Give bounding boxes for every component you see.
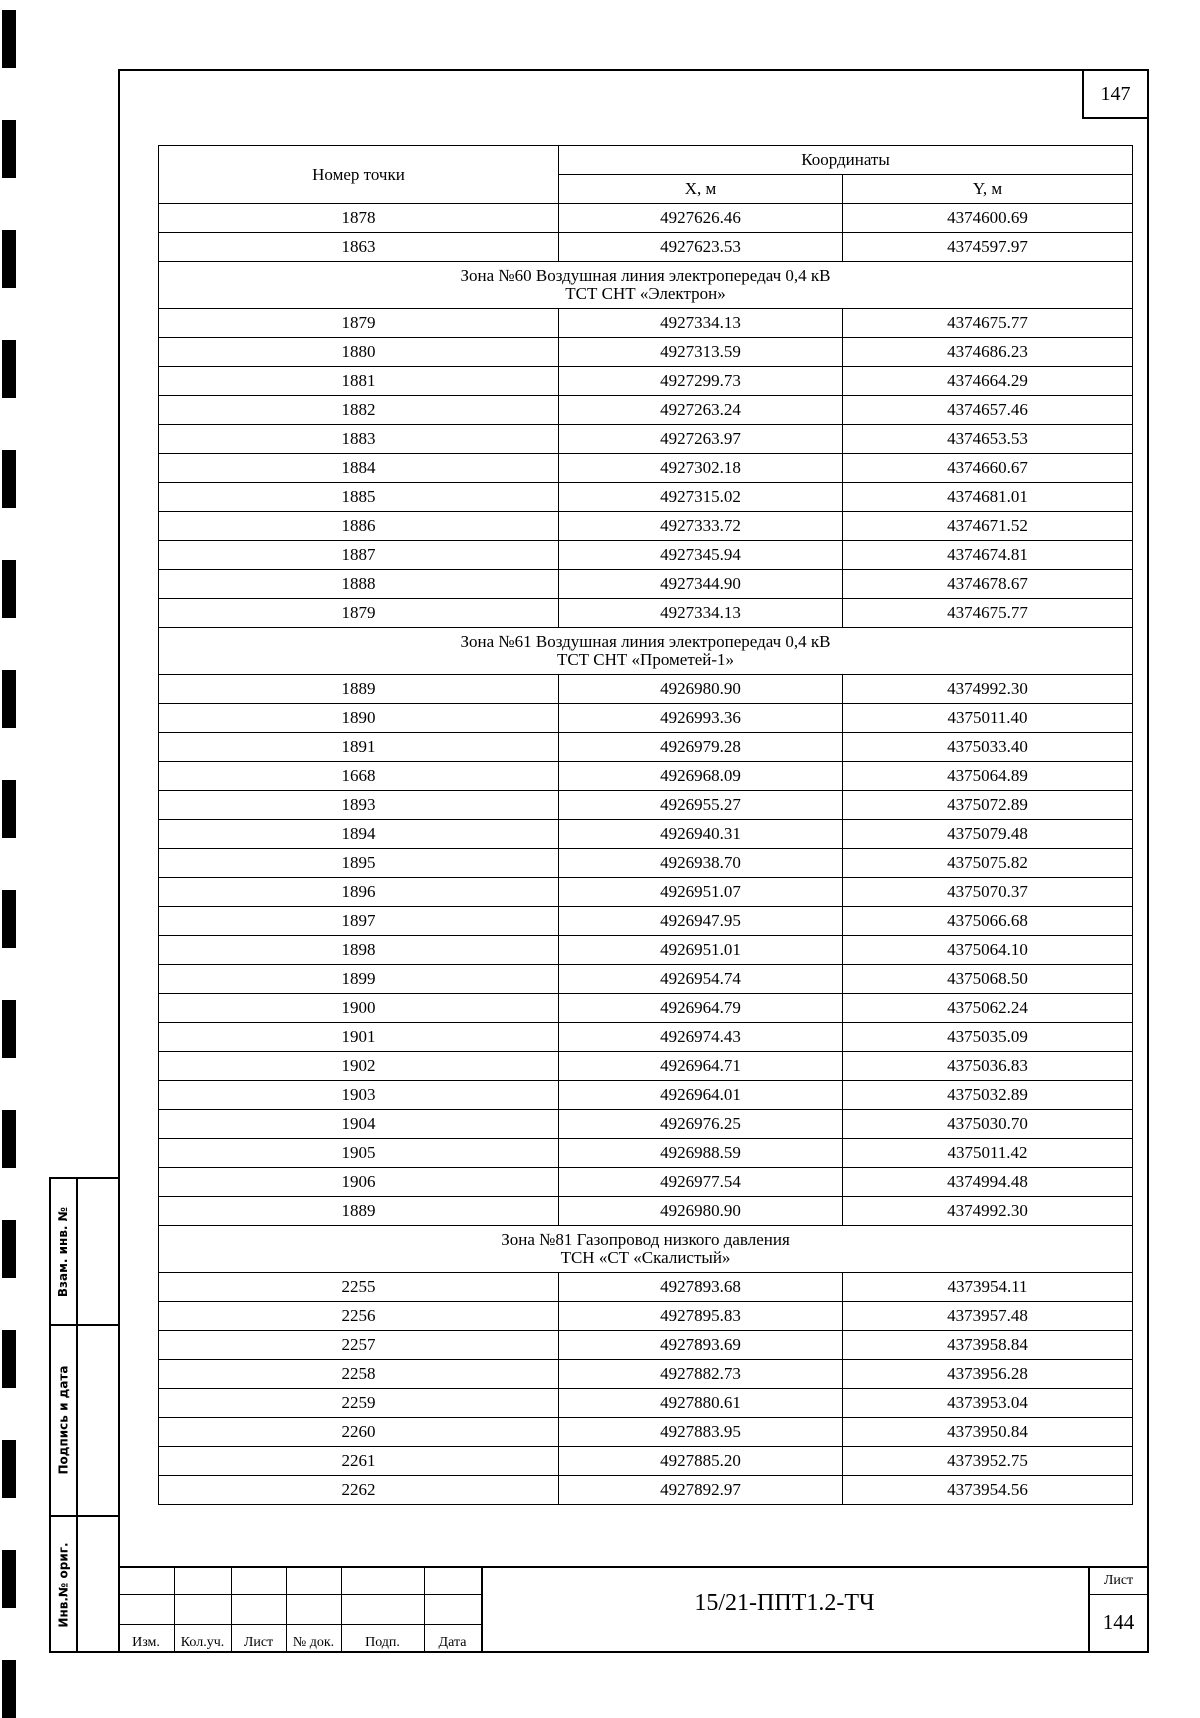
table-row (159, 762, 1133, 791)
x-coordinate: 4926980.90 (559, 675, 843, 704)
table-row (159, 849, 1133, 878)
binding-mark (2, 10, 16, 68)
x-coordinate: 4927334.13 (559, 599, 843, 628)
table-row (159, 338, 1133, 367)
y-coordinate: 4374657.46 (843, 396, 1133, 425)
point-number: 1903 (159, 1081, 559, 1110)
y-coordinate: 4374678.67 (843, 570, 1133, 599)
point-number: 1879 (159, 309, 559, 338)
point-number: 1895 (159, 849, 559, 878)
col-doc-no: № док. (292, 1635, 335, 1650)
point-number: 1900 (159, 994, 559, 1023)
zone-title-line: ТСТ СНТ «Прометей-1» (556, 650, 735, 669)
point-number: 2261 (159, 1447, 559, 1476)
binding-mark (2, 1440, 16, 1498)
y-coordinate: 4374681.01 (843, 483, 1133, 512)
y-coordinate: 4375036.83 (843, 1052, 1133, 1081)
table-row (159, 1273, 1133, 1302)
point-number: 1885 (159, 483, 559, 512)
table-row (159, 233, 1133, 262)
x-coordinate: 4927299.73 (559, 367, 843, 396)
y-coordinate: 4374664.29 (843, 367, 1133, 396)
x-coordinate: 4927344.90 (559, 570, 843, 599)
point-number: 1888 (159, 570, 559, 599)
zone-title-line: ТСН «СТ «Скалистый» (560, 1248, 731, 1267)
table-row (159, 1023, 1133, 1052)
table-row (159, 1052, 1133, 1081)
x-coordinate: 4927893.68 (559, 1273, 843, 1302)
x-coordinate: 4927623.53 (559, 233, 843, 262)
binding-mark (2, 1000, 16, 1058)
point-number: 2258 (159, 1360, 559, 1389)
point-number: 1881 (159, 367, 559, 396)
y-coordinate: 4374597.97 (843, 233, 1133, 262)
binding-mark (2, 450, 16, 508)
y-coordinate: 4373956.28 (843, 1360, 1133, 1389)
binding-mark (2, 230, 16, 288)
x-coordinate: 4926993.36 (559, 704, 843, 733)
x-coordinate: 4926976.25 (559, 1110, 843, 1139)
binding-mark (2, 1550, 16, 1608)
table-row (159, 541, 1133, 570)
x-coordinate: 4927333.72 (559, 512, 843, 541)
point-number: 1882 (159, 396, 559, 425)
y-coordinate: 4373954.56 (843, 1476, 1133, 1505)
y-coordinate: 4374653.53 (843, 425, 1133, 454)
table-row (159, 204, 1133, 233)
col-list: Лист (243, 1635, 274, 1650)
y-coordinate: 4374994.48 (843, 1168, 1133, 1197)
table-row (159, 1360, 1133, 1389)
y-coordinate: 4375068.50 (843, 965, 1133, 994)
y-coordinate: 4374660.67 (843, 454, 1133, 483)
y-coordinate: 4373958.84 (843, 1331, 1133, 1360)
col-izm: Изм. (132, 1635, 160, 1650)
point-number: 1863 (159, 233, 559, 262)
inv-orig-label: Инв.№ ориг. (56, 1542, 71, 1628)
col-podp: Подп. (365, 1635, 400, 1650)
header-y: Y, м (843, 175, 1133, 204)
table-row (159, 994, 1133, 1023)
x-coordinate: 4927626.46 (559, 204, 843, 233)
x-coordinate: 4926947.95 (559, 907, 843, 936)
approval-side-strip (49, 1177, 118, 1653)
y-coordinate: 4375072.89 (843, 791, 1133, 820)
zone-title-line: Зона №60 Воздушная линия электропередач 0,4 кВ (460, 266, 831, 285)
x-coordinate: 4927313.59 (559, 338, 843, 367)
x-coordinate: 4927345.94 (559, 541, 843, 570)
binding-mark (2, 120, 16, 178)
x-coordinate: 4927883.95 (559, 1418, 843, 1447)
zone-header-row (159, 262, 1133, 309)
point-number: 2255 (159, 1273, 559, 1302)
y-coordinate: 4373953.04 (843, 1389, 1133, 1418)
x-coordinate: 4926938.70 (559, 849, 843, 878)
header-x: X, м (559, 175, 843, 204)
point-number: 1890 (159, 704, 559, 733)
y-coordinate: 4373957.48 (843, 1302, 1133, 1331)
table-row (159, 704, 1133, 733)
y-coordinate: 4373952.75 (843, 1447, 1133, 1476)
x-coordinate: 4927334.13 (559, 309, 843, 338)
point-number: 1891 (159, 733, 559, 762)
point-number: 1901 (159, 1023, 559, 1052)
table-row (159, 791, 1133, 820)
y-coordinate: 4375064.89 (843, 762, 1133, 791)
table-row (159, 936, 1133, 965)
col-date: Дата (438, 1635, 467, 1650)
point-number: 1897 (159, 907, 559, 936)
binding-mark (2, 560, 16, 618)
point-number: 1905 (159, 1139, 559, 1168)
point-number: 1879 (159, 599, 559, 628)
point-number: 1668 (159, 762, 559, 791)
signature-date-label: Подпись и дата (56, 1365, 71, 1474)
y-coordinate: 4375035.09 (843, 1023, 1133, 1052)
table-row (159, 1418, 1133, 1447)
y-coordinate: 4375066.68 (843, 907, 1133, 936)
x-coordinate: 4926980.90 (559, 1197, 843, 1226)
zone-title (159, 628, 1133, 675)
table-row (159, 1331, 1133, 1360)
table-row (159, 570, 1133, 599)
x-coordinate: 4926951.07 (559, 878, 843, 907)
table-row (159, 965, 1133, 994)
x-coordinate: 4926954.74 (559, 965, 843, 994)
table-row (159, 733, 1133, 762)
table-row (159, 878, 1133, 907)
binding-mark (2, 890, 16, 948)
table-row (159, 1197, 1133, 1226)
point-number: 1902 (159, 1052, 559, 1081)
x-coordinate: 4926968.09 (559, 762, 843, 791)
table-row (159, 1139, 1133, 1168)
point-number: 2262 (159, 1476, 559, 1505)
point-number: 1880 (159, 338, 559, 367)
y-coordinate: 4375075.82 (843, 849, 1133, 878)
x-coordinate: 4927895.83 (559, 1302, 843, 1331)
x-coordinate: 4926988.59 (559, 1139, 843, 1168)
point-number: 1889 (159, 1197, 559, 1226)
point-number: 1889 (159, 675, 559, 704)
point-number: 1878 (159, 204, 559, 233)
x-coordinate: 4926964.71 (559, 1052, 843, 1081)
x-coordinate: 4927315.02 (559, 483, 843, 512)
y-coordinate: 4374992.30 (843, 1197, 1133, 1226)
y-coordinate: 4375030.70 (843, 1110, 1133, 1139)
table-row (159, 820, 1133, 849)
x-coordinate: 4927263.97 (559, 425, 843, 454)
x-coordinate: 4927263.24 (559, 396, 843, 425)
page-number-top: 147 (1082, 69, 1149, 119)
y-coordinate: 4375062.24 (843, 994, 1133, 1023)
table-row (159, 1476, 1133, 1505)
x-coordinate: 4926964.79 (559, 994, 843, 1023)
point-number: 2257 (159, 1331, 559, 1360)
point-number: 1899 (159, 965, 559, 994)
binding-mark (2, 1110, 16, 1168)
y-coordinate: 4373954.11 (843, 1273, 1133, 1302)
y-coordinate: 4375070.37 (843, 878, 1133, 907)
binding-mark (2, 1660, 16, 1718)
point-number: 1896 (159, 878, 559, 907)
x-coordinate: 4927893.69 (559, 1331, 843, 1360)
y-coordinate: 4375011.42 (843, 1139, 1133, 1168)
x-coordinate: 4927885.20 (559, 1447, 843, 1476)
sheet-label: Лист (1103, 1573, 1134, 1588)
table-row (159, 1168, 1133, 1197)
document-code: 15/21-ППТ1.2-ТЧ (694, 1590, 875, 1616)
binding-mark (2, 1220, 16, 1278)
zone-header-row (159, 1226, 1133, 1273)
y-coordinate: 4374992.30 (843, 675, 1133, 704)
point-number: 2256 (159, 1302, 559, 1331)
table-row (159, 1110, 1133, 1139)
x-coordinate: 4926940.31 (559, 820, 843, 849)
y-coordinate: 4375079.48 (843, 820, 1133, 849)
y-coordinate: 4374671.52 (843, 512, 1133, 541)
point-number: 1904 (159, 1110, 559, 1139)
point-number: 1898 (159, 936, 559, 965)
y-coordinate: 4375032.89 (843, 1081, 1133, 1110)
y-coordinate: 4374600.69 (843, 204, 1133, 233)
x-coordinate: 4927882.73 (559, 1360, 843, 1389)
table-row (159, 1389, 1133, 1418)
x-coordinate: 4927880.61 (559, 1389, 843, 1418)
table-row (159, 675, 1133, 704)
table-row (159, 454, 1133, 483)
table-row (159, 907, 1133, 936)
y-coordinate: 4375011.40 (843, 704, 1133, 733)
table-row (159, 396, 1133, 425)
y-coordinate: 4374674.81 (843, 541, 1133, 570)
zone-title (159, 1226, 1133, 1273)
zone-header-row (159, 628, 1133, 675)
table-row (159, 309, 1133, 338)
y-coordinate: 4373950.84 (843, 1418, 1133, 1447)
y-coordinate: 4374686.23 (843, 338, 1133, 367)
point-number: 1906 (159, 1168, 559, 1197)
table-row (159, 367, 1133, 396)
zone-title-line: Зона №81 Газопровод низкого давления (501, 1230, 790, 1249)
table-row (159, 425, 1133, 454)
x-coordinate: 4926964.01 (559, 1081, 843, 1110)
zone-title-line: ТСТ СНТ «Электрон» (565, 284, 726, 303)
binding-mark (2, 1330, 16, 1388)
x-coordinate: 4926951.01 (559, 936, 843, 965)
vzam-inv-label: Взам. инв. № (56, 1206, 71, 1297)
point-number: 1887 (159, 541, 559, 570)
point-number: 1893 (159, 791, 559, 820)
point-number: 2259 (159, 1389, 559, 1418)
table-row (159, 599, 1133, 628)
header-point-number: Номер точки (159, 146, 559, 204)
zone-title-line: Зона №61 Воздушная линия электропередач 0,4 кВ (460, 632, 831, 651)
x-coordinate: 4927892.97 (559, 1476, 843, 1505)
table-row (159, 1302, 1133, 1331)
x-coordinate: 4926979.28 (559, 733, 843, 762)
point-number: 1886 (159, 512, 559, 541)
table-row (159, 1447, 1133, 1476)
x-coordinate: 4927302.18 (559, 454, 843, 483)
x-coordinate: 4926955.27 (559, 791, 843, 820)
table-row (159, 1081, 1133, 1110)
title-block (118, 1566, 1149, 1653)
y-coordinate: 4374675.77 (843, 309, 1133, 338)
binding-mark (2, 670, 16, 728)
point-number: 1883 (159, 425, 559, 454)
binding-mark (2, 340, 16, 398)
y-coordinate: 4375064.10 (843, 936, 1133, 965)
x-coordinate: 4926974.43 (559, 1023, 843, 1052)
coordinates-table (158, 145, 1133, 1505)
x-coordinate: 4926977.54 (559, 1168, 843, 1197)
sheet-number: 144 (1102, 1610, 1135, 1634)
binding-mark (2, 780, 16, 838)
y-coordinate: 4375033.40 (843, 733, 1133, 762)
point-number: 1894 (159, 820, 559, 849)
point-number: 1884 (159, 454, 559, 483)
y-coordinate: 4374675.77 (843, 599, 1133, 628)
table-row (159, 512, 1133, 541)
header-coordinates: Координаты (559, 146, 1133, 175)
col-kol-uch: Кол.уч. (180, 1635, 225, 1650)
point-number: 2260 (159, 1418, 559, 1447)
table-row (159, 483, 1133, 512)
zone-title (159, 262, 1133, 309)
